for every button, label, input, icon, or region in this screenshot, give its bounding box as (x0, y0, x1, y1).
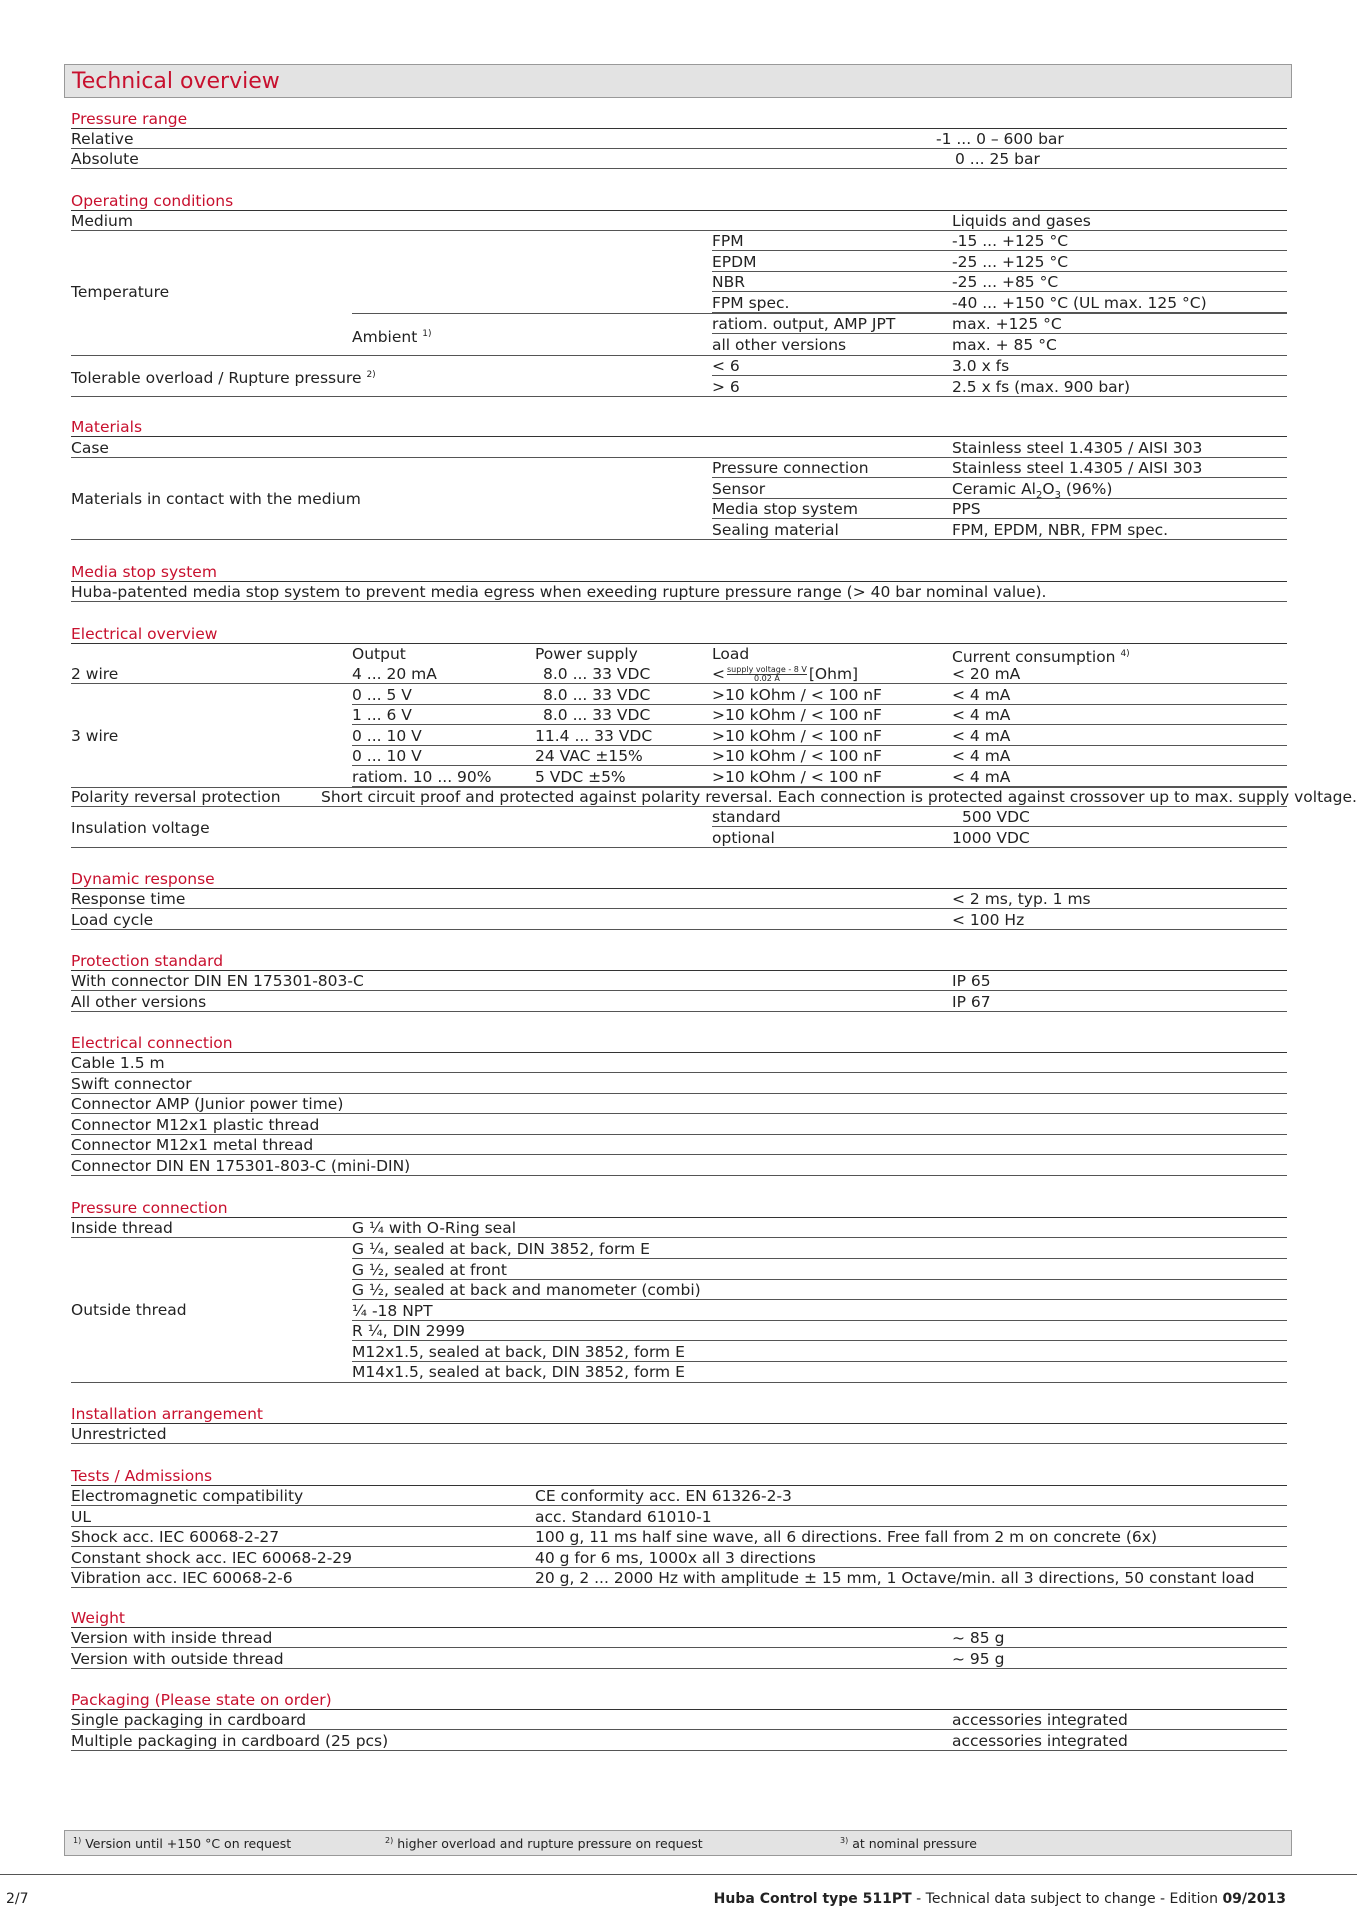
overload-range: > 6 (712, 377, 740, 396)
row-divider (352, 765, 1287, 766)
footnote-number: 1) (73, 1836, 82, 1845)
ambient-value: max. + 85 °C (952, 335, 1057, 354)
section-dynamic-response-rule (71, 888, 1287, 889)
footnote-text: higher overload and rupture pressure on request (393, 1836, 703, 1852)
section-dynamic-response-label: Load cycle (71, 910, 154, 929)
formula-numerator: supply voltage - 8 V (727, 665, 807, 674)
row-divider (71, 908, 1287, 909)
row-divider (71, 168, 1287, 169)
section-operating-conditions-rule (71, 210, 1287, 211)
row-divider (71, 1175, 1287, 1176)
outside-thread-option: M12x1.5, sealed at back, DIN 3852, form E (352, 1342, 685, 1361)
connection-option: Swift connector (71, 1074, 192, 1093)
row-divider (712, 250, 1287, 251)
insulation-value: 1000 VDC (952, 828, 1030, 847)
three-wire-power: 8.0 ... 33 VDC (543, 706, 651, 724)
contact-part: Sensor (712, 479, 766, 498)
section-packaging-value: accessories integrated (952, 1731, 1128, 1750)
load-formula (727, 666, 807, 683)
row-divider (71, 1134, 1287, 1135)
row-divider (712, 518, 1287, 519)
section-weight-label: Version with inside thread (71, 1629, 273, 1647)
outside-thread-option: G ½, sealed at back and manometer (combi) (352, 1281, 701, 1299)
overload-value: 2.5 x fs (max. 900 bar) (952, 377, 1131, 396)
footnote-text: at nominal pressure (848, 1836, 977, 1852)
row-divider (71, 539, 1287, 540)
relative-value: -1 ... 0 – 600 bar (936, 130, 1064, 148)
temperature-material: NBR (712, 273, 745, 291)
ambient-condition: all other versions (712, 335, 847, 354)
ambient-label (352, 325, 431, 346)
three-wire-power: 24 VAC ±15% (535, 747, 643, 765)
test-value: acc. Standard 61010-1 (535, 1507, 712, 1526)
row-divider (71, 355, 1287, 356)
footnote-marker: 2) (366, 370, 376, 380)
footnote-number: 2) (385, 1836, 394, 1845)
temperature-label: Temperature (71, 283, 170, 301)
row-divider (71, 847, 1287, 848)
subscript: 3 (1054, 489, 1061, 501)
footnote-number: 3) (840, 1836, 849, 1845)
case-label: Case (71, 439, 109, 457)
title-bar (64, 64, 1292, 98)
absolute-value: 0 ... 25 bar (955, 150, 1040, 168)
section-electrical-connection: Electrical connection (71, 1034, 233, 1052)
footnotes-bar (64, 1830, 1292, 1856)
section-pressure-connection: Pressure connection (71, 1199, 228, 1217)
insulation-value: 500 VDC (962, 808, 1030, 826)
section-protection-standard: Protection standard (71, 952, 224, 970)
medium-label: Medium (71, 212, 133, 230)
test-value: 20 g, 2 ... 2000 Hz with amplitude ± 15 mm, 1 Octave/min. all 3 directions, 50 constant load (535, 1569, 1255, 1587)
test-value: 40 g for 6 ms, 1000x all 3 directions (535, 1548, 816, 1567)
header-current-text: Current consumption (952, 648, 1116, 667)
three-wire-load: >10 kOhm / < 100 nF (712, 767, 882, 786)
three-wire-load: >10 kOhm / < 100 nF (712, 726, 882, 745)
section-protection-standard-value: IP 67 (952, 992, 991, 1011)
temperature-material: FPM spec. (712, 293, 790, 312)
overload-label (71, 366, 376, 387)
three-wire-output: 0 ... 10 V (352, 726, 422, 745)
header-current (952, 645, 1130, 666)
formula-denominator: 0.02 A (754, 674, 780, 683)
section-materials-rule (71, 436, 1287, 437)
contact-label: Materials in contact with the medium (71, 490, 361, 508)
row-divider (352, 704, 1287, 705)
row-divider (71, 1093, 1287, 1094)
subscript: 2 (1036, 489, 1043, 501)
temperature-range: -25 ... +125 °C (952, 252, 1069, 271)
connection-option: Connector M12x1 plastic thread (71, 1115, 320, 1134)
row-divider (71, 601, 1287, 602)
two-wire-power: 8.0 ... 33 VDC (543, 665, 651, 683)
three-wire-current: < 4 mA (952, 747, 1011, 765)
connection-option: Connector DIN EN 175301-803-C (mini-DIN) (71, 1156, 411, 1175)
polarity-text: Short circuit proof and protected against polarity reversal. Each connection is protected against crossover up to max. supply voltage. (321, 788, 1357, 806)
row-divider (71, 1505, 1287, 1506)
footnote-marker: 4) (1120, 649, 1130, 659)
row-divider (352, 745, 1287, 746)
page-number: 2/7 (6, 1891, 29, 1907)
section-dynamic-response: Dynamic response (71, 870, 215, 888)
overload-value: 3.0 x fs (952, 357, 1010, 375)
row-divider (71, 1729, 1287, 1730)
two-wire-output: 4 ... 20 mA (352, 665, 437, 683)
section-electrical-connection-rule (71, 1052, 1287, 1053)
row-divider (352, 1361, 1287, 1362)
load-unit: [Ohm] (808, 665, 859, 683)
row-divider (71, 1237, 1287, 1238)
sensor-text: (96%) (1060, 479, 1113, 498)
row-divider (71, 457, 1287, 458)
connection-option: Connector M12x1 metal thread (71, 1136, 314, 1154)
row-divider (352, 1279, 1287, 1280)
row-divider (712, 477, 1287, 478)
test-label: Constant shock acc. IEC 60068-2-29 (71, 1548, 353, 1567)
footer-rule (0, 1874, 1357, 1875)
ambient-condition: ratiom. output, AMP JPT (712, 315, 896, 333)
row-divider (352, 313, 1287, 314)
three-wire-output: 0 ... 10 V (352, 747, 422, 765)
two-wire-load (712, 665, 858, 683)
temperature-range: -25 ... +85 °C (952, 273, 1059, 291)
insulation-mode: optional (712, 828, 775, 847)
polarity-label: Polarity reversal protection (71, 788, 281, 806)
section-weight-value: ~ 85 g (952, 1629, 1005, 1647)
section-protection-standard-label: All other versions (71, 992, 207, 1011)
contact-part: Pressure connection (712, 459, 869, 477)
outside-thread-option: ¼ -18 NPT (352, 1301, 433, 1320)
contact-part: Sealing material (712, 520, 839, 539)
section-installation-rule (71, 1423, 1287, 1424)
row-divider (712, 375, 1287, 376)
row-divider (71, 1668, 1287, 1669)
test-label: Vibration acc. IEC 60068-2-6 (71, 1569, 293, 1587)
three-wire-power: 5 VDC ±5% (535, 767, 626, 786)
temperature-material: EPDM (712, 252, 757, 271)
three-wire-output: 0 ... 5 V (352, 685, 412, 704)
media-stop-text: Huba-patented media stop system to prevent media egress when exeeding rupture pressure range (> 40 bar nominal value). (71, 583, 1047, 601)
three-wire-current: < 4 mA (952, 706, 1011, 724)
header-power-supply: Power supply (535, 645, 638, 663)
section-installation: Installation arrangement (71, 1405, 263, 1423)
overload-range: < 6 (712, 357, 740, 375)
section-protection-standard-rule (71, 970, 1287, 971)
footer-brand: Huba Control type 511PT (713, 1891, 912, 1907)
test-value: CE conformity acc. EN 61326-2-3 (535, 1487, 792, 1505)
row-divider (71, 1567, 1287, 1568)
section-dynamic-response-value: < 2 ms, typ. 1 ms (952, 890, 1091, 908)
row-divider (71, 1526, 1287, 1527)
three-wire-current: < 4 mA (952, 685, 1011, 704)
row-divider (71, 1647, 1287, 1648)
section-tests: Tests / Admissions (71, 1467, 213, 1485)
test-label: Shock acc. IEC 60068-2-27 (71, 1528, 280, 1546)
relative-label: Relative (71, 130, 134, 148)
row-divider (71, 1382, 1287, 1383)
three-wire-load: >10 kOhm / < 100 nF (712, 706, 882, 724)
row-divider (71, 1546, 1287, 1547)
section-dynamic-response-value: < 100 Hz (952, 910, 1025, 929)
section-protection-standard-value: IP 65 (952, 972, 991, 990)
row-divider (71, 148, 1287, 149)
connection-option: Cable 1.5 m (71, 1054, 165, 1072)
contact-material: FPM, EPDM, NBR, FPM spec. (952, 520, 1169, 539)
section-media-stop: Media stop system (71, 563, 217, 581)
footnote-text: Version until +150 °C on request (81, 1836, 292, 1852)
row-divider (71, 1154, 1287, 1155)
row-divider (352, 1258, 1287, 1259)
section-packaging-rule (71, 1709, 1287, 1710)
temperature-material: FPM (712, 232, 744, 250)
row-divider (71, 396, 1287, 397)
row-divider (712, 271, 1287, 272)
three-wire-output: ratiom. 10 ... 90% (352, 767, 492, 786)
row-divider (71, 1011, 1287, 1012)
footnote (73, 1836, 291, 1851)
section-media-stop-rule (71, 581, 1287, 582)
row-divider (712, 291, 1287, 292)
test-value: 100 g, 11 ms half sine wave, all 6 directions. Free fall from 2 m on concrete (6x) (535, 1528, 1158, 1546)
ambient-label-text: Ambient (352, 328, 418, 347)
outside-thread-option: G ¼, sealed at back, DIN 3852, form E (352, 1240, 650, 1258)
row-divider (71, 990, 1287, 991)
two-wire-current: < 20 mA (952, 665, 1021, 683)
section-operating-conditions: Operating conditions (71, 192, 234, 210)
section-pressure-range-rule (71, 128, 1287, 129)
three-wire-power: 11.4 ... 33 VDC (535, 726, 653, 745)
row-divider (71, 683, 1287, 684)
section-weight-label: Version with outside thread (71, 1649, 284, 1668)
header-load: Load (712, 645, 750, 663)
installation-value: Unrestricted (71, 1425, 167, 1443)
contact-material: PPS (952, 500, 981, 518)
section-packaging-label: Multiple packaging in cardboard (25 pcs) (71, 1731, 389, 1750)
row-divider (71, 929, 1287, 930)
inside-thread-value: G ¼ with O-Ring seal (352, 1219, 517, 1237)
three-wire-label: 3 wire (71, 727, 119, 745)
three-wire-output: 1 ... 6 V (352, 706, 412, 724)
row-divider (71, 1443, 1287, 1444)
section-packaging-value: accessories integrated (952, 1711, 1128, 1729)
inside-thread-label: Inside thread (71, 1219, 173, 1237)
ambient-value: max. +125 °C (952, 315, 1062, 333)
row-divider (71, 1113, 1287, 1114)
row-divider (352, 1340, 1287, 1341)
section-dynamic-response-label: Response time (71, 890, 186, 908)
section-weight-value: ~ 95 g (952, 1649, 1005, 1668)
row-divider (352, 1299, 1287, 1300)
insulation-mode: standard (712, 808, 781, 826)
page-title: Technical overview (72, 69, 280, 94)
sensor-text: O (1042, 479, 1055, 498)
row-divider (71, 230, 1287, 231)
section-electrical-overview: Electrical overview (71, 625, 218, 643)
row-divider (712, 498, 1287, 499)
row-divider (712, 826, 1287, 827)
footer-edition: 09/2013 (1222, 1891, 1286, 1907)
outside-thread-option: M14x1.5, sealed at back, DIN 3852, form E (352, 1363, 685, 1381)
row-divider (71, 1587, 1287, 1588)
test-label: UL (71, 1507, 91, 1526)
footer-text: - Technical data subject to change - Edition (911, 1891, 1223, 1907)
section-protection-standard-label: With connector DIN EN 175301-803-C (71, 972, 364, 990)
row-divider (71, 1750, 1287, 1751)
section-weight-rule (71, 1627, 1287, 1628)
section-materials: Materials (71, 418, 143, 436)
contact-part: Media stop system (712, 500, 858, 518)
footnote (840, 1836, 977, 1851)
footer-note (714, 1891, 1286, 1907)
row-divider (71, 1072, 1287, 1073)
three-wire-load: >10 kOhm / < 100 nF (712, 747, 882, 765)
section-weight: Weight (71, 1609, 126, 1627)
case-value: Stainless steel 1.4305 / AISI 303 (952, 439, 1203, 457)
contact-material: Stainless steel 1.4305 / AISI 303 (952, 459, 1203, 477)
three-wire-power: 8.0 ... 33 VDC (543, 685, 651, 704)
row-divider (352, 1320, 1287, 1321)
load-lt: < (712, 665, 725, 683)
row-divider (352, 724, 1287, 725)
footnote (385, 1836, 703, 1851)
section-electrical-overview-rule (71, 643, 1287, 644)
absolute-label: Absolute (71, 150, 139, 168)
two-wire-label: 2 wire (71, 665, 119, 683)
medium-value: Liquids and gases (952, 212, 1091, 230)
outside-thread-option: R ¼, DIN 2999 (352, 1322, 466, 1340)
overload-label-text: Tolerable overload / Rupture pressure (71, 369, 362, 388)
section-pressure-range: Pressure range (71, 110, 188, 128)
temperature-range: -15 ... +125 °C (952, 232, 1069, 250)
connection-option: Connector AMP (Junior power time) (71, 1095, 344, 1113)
temperature-range: -40 ... +150 °C (UL max. 125 °C) (952, 293, 1207, 312)
section-packaging-label: Single packaging in cardboard (71, 1711, 307, 1729)
outside-thread-option: G ½, sealed at front (352, 1260, 507, 1279)
three-wire-current: < 4 mA (952, 726, 1011, 745)
three-wire-load: >10 kOhm / < 100 nF (712, 685, 882, 704)
row-divider (71, 806, 1287, 807)
header-output: Output (352, 645, 406, 663)
insulation-label: Insulation voltage (71, 819, 210, 837)
section-pressure-connection-rule (71, 1217, 1287, 1218)
section-packaging: Packaging (Please state on order) (71, 1691, 332, 1709)
section-tests-rule (71, 1485, 1287, 1486)
test-label: Electromagnetic compatibility (71, 1487, 304, 1505)
three-wire-current: < 4 mA (952, 767, 1011, 786)
row-divider (712, 333, 1287, 334)
sensor-text: Ceramic Al (952, 479, 1036, 498)
footnote-marker: 1) (422, 329, 432, 339)
outside-thread-label: Outside thread (71, 1301, 187, 1319)
